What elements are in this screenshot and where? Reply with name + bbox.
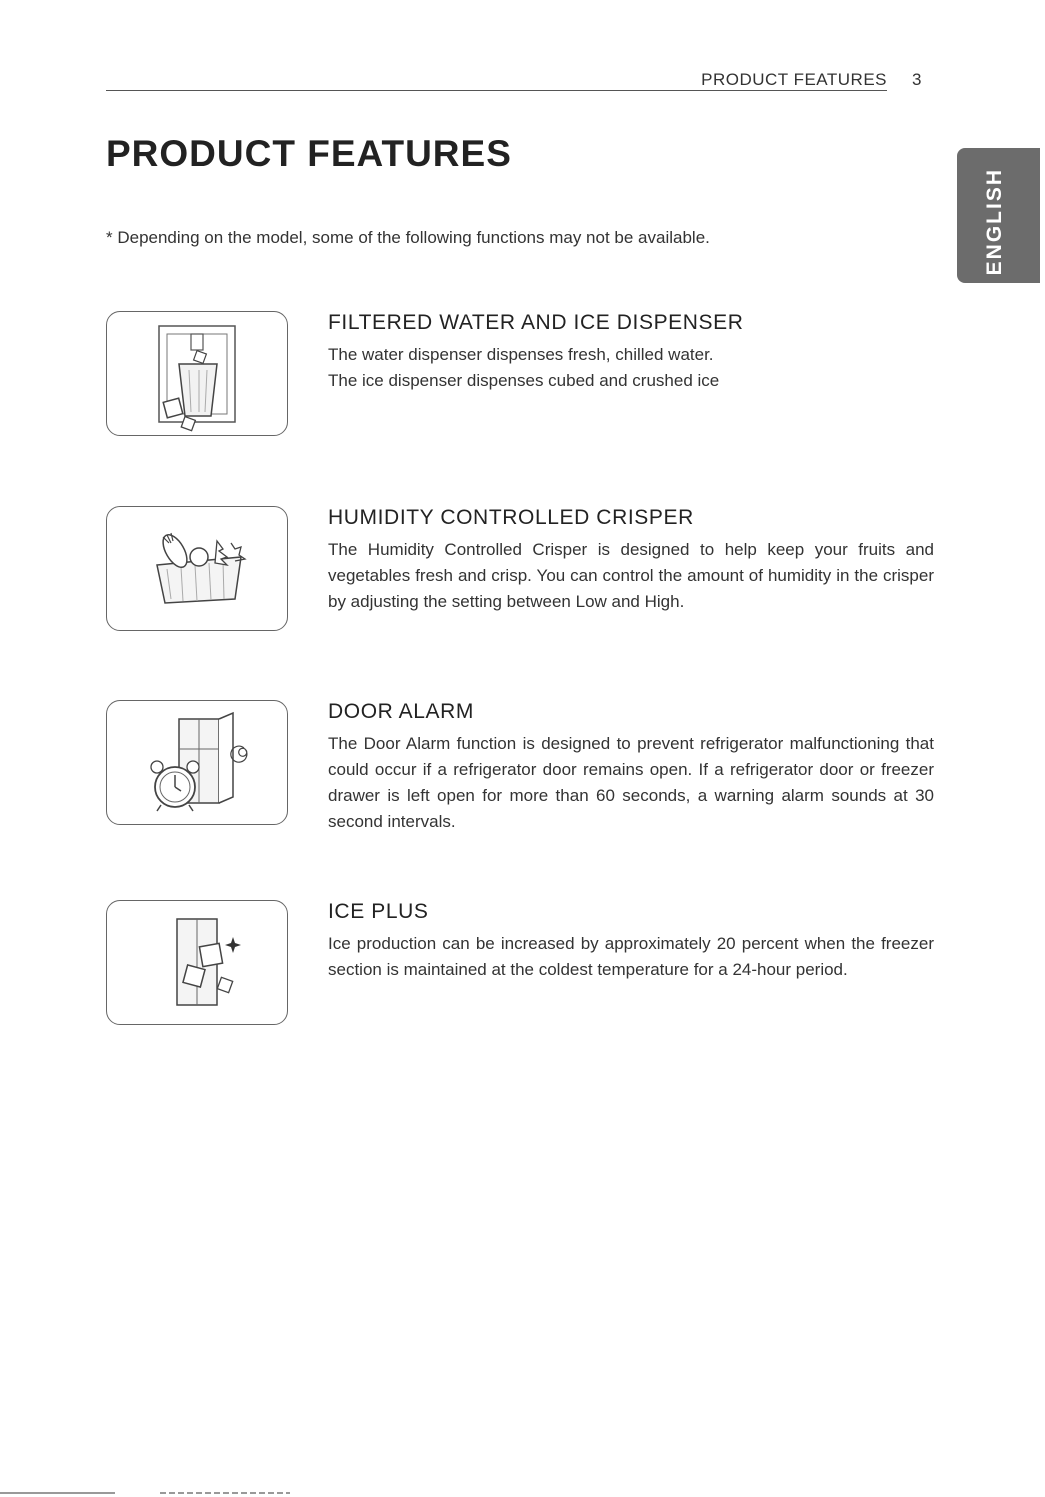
feature-title: ICE PLUS <box>328 900 429 923</box>
footer-scan-marks <box>0 1492 320 1494</box>
feature-title: FILTERED WATER AND ICE DISPENSER <box>328 311 744 334</box>
availability-note: * Depending on the model, some of the following functions may not be available. <box>106 228 710 247</box>
feature-icon-frame <box>106 311 288 436</box>
feature-description-line: The water dispenser dispenses fresh, chilled water. <box>328 345 714 364</box>
door-alarm-clock-icon <box>107 701 289 826</box>
feature-description: The Humidity Controlled Crisper is designed to help keep your fruits and vegetables fresh and crisp. You can control the amount of humidity in the crisper by adjusting the setting between Low and High. <box>328 540 934 611</box>
feature-description-line: The ice dispenser dispenses cubed and crushed ice <box>328 371 720 390</box>
feature-icon-frame <box>106 700 288 825</box>
feature-description: Ice production can be increased by approximately 20 percent when the freezer section is maintained at the coldest temperature for a 24-hour period. <box>328 934 934 979</box>
language-tab <box>957 148 1040 283</box>
page-number: 3 <box>912 70 922 89</box>
ice-plus-icon <box>107 901 289 1026</box>
header-rule <box>106 90 887 91</box>
feature-description: The Door Alarm function is designed to prevent refrigerator malfunctioning that could occur if a refrigerator door remains open. If a refrigerator door or freezer drawer is left open for more than 60 seconds, a warning alarm sounds at 30 second intervals. <box>328 734 934 831</box>
page-title: PRODUCT FEATURES <box>106 133 512 174</box>
crisper-vegetables-icon <box>107 507 289 632</box>
feature-icon-frame <box>106 900 288 1025</box>
feature-title: HUMIDITY CONTROLLED CRISPER <box>328 506 694 529</box>
feature-description <box>328 342 934 394</box>
language-tab-label: ENGLISH <box>983 168 1006 276</box>
water-dispenser-icon <box>107 312 289 437</box>
running-title: PRODUCT FEATURES <box>701 70 887 89</box>
feature-icon-frame <box>106 506 288 631</box>
feature-title: DOOR ALARM <box>328 700 475 723</box>
